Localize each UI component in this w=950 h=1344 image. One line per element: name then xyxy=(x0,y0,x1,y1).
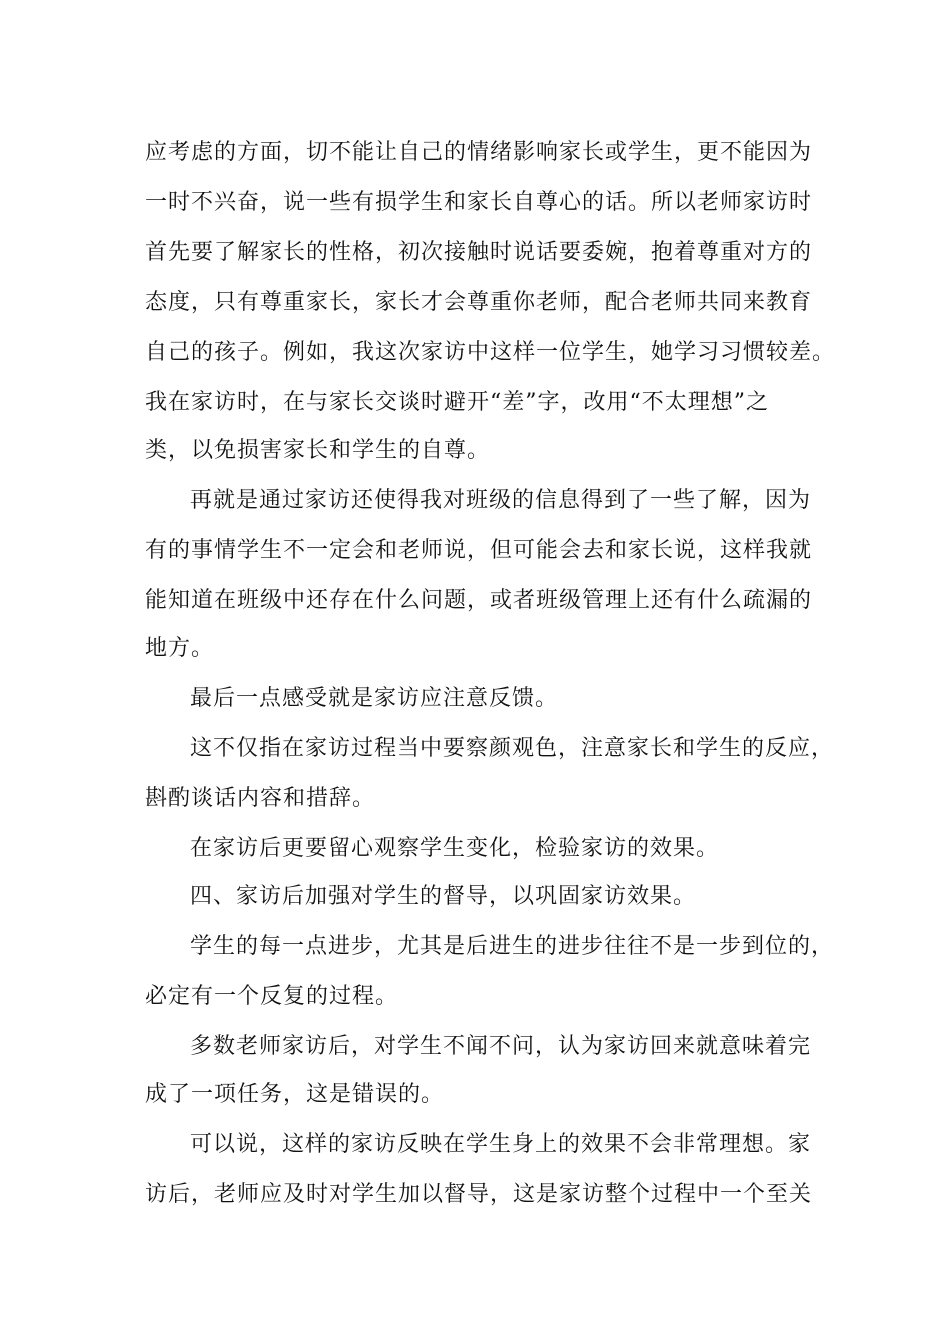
text-line: 态度，只有尊重家长，家长才会尊重你老师，配合老师共同来教育 xyxy=(145,290,813,315)
text-line: 学生的每一点进步，尤其是后进生的进步往往不是一步到位的， xyxy=(190,934,835,959)
text-line: 最后一点感受就是家访应注意反馈。 xyxy=(190,686,559,711)
text-line: 四、家访后加强对学生的督导，以巩固家访效果。 xyxy=(190,884,697,909)
text-line: 类，以免损害家长和学生的自尊。 xyxy=(145,438,491,463)
text-line: 首先要了解家长的性格，初次接触时说话要委婉，抱着尊重对方的 xyxy=(145,240,813,265)
text-line: 成了一项任务，这是错误的。 xyxy=(145,1082,445,1107)
text-line: 地方。 xyxy=(145,636,215,661)
text-line: 必定有一个反复的过程。 xyxy=(145,984,399,1009)
text-line: 一时不兴奋，说一些有损学生和家长自尊心的话。所以老师家访时 xyxy=(145,190,813,215)
text-line: 斟酌谈话内容和措辞。 xyxy=(145,786,376,811)
text-line: 自己的孩子。例如，我这次家访中这样一位学生，她学习习惯较差。 xyxy=(145,340,836,365)
text-line: 我在家访时，在与家长交谈时避开“差”字，改用“不太理想”之 xyxy=(145,390,769,415)
text-line: 再就是通过家访还使得我对班级的信息得到了一些了解，因为 xyxy=(190,488,812,513)
text-line: 在家访后更要留心观察学生变化，检验家访的效果。 xyxy=(190,836,720,861)
text-line: 可以说，这样的家访反映在学生身上的效果不会非常理想。家 xyxy=(190,1132,812,1157)
text-line: 有的事情学生不一定会和老师说，但可能会去和家长说，这样我就 xyxy=(145,538,813,563)
text-line: 访后，老师应及时对学生加以督导，这是家访整个过程中一个至关 xyxy=(145,1182,813,1207)
text-line: 多数老师家访后，对学生不闻不问，认为家访回来就意味着完 xyxy=(190,1034,812,1059)
text-line: 应考虑的方面，切不能让自己的情绪影响家长或学生，更不能因为 xyxy=(145,140,813,165)
text-line: 这不仅指在家访过程当中要察颜观色，注意家长和学生的反应， xyxy=(190,736,835,761)
text-line: 能知道在班级中还存在什么问题，或者班级管理上还有什么疏漏的 xyxy=(145,588,813,613)
